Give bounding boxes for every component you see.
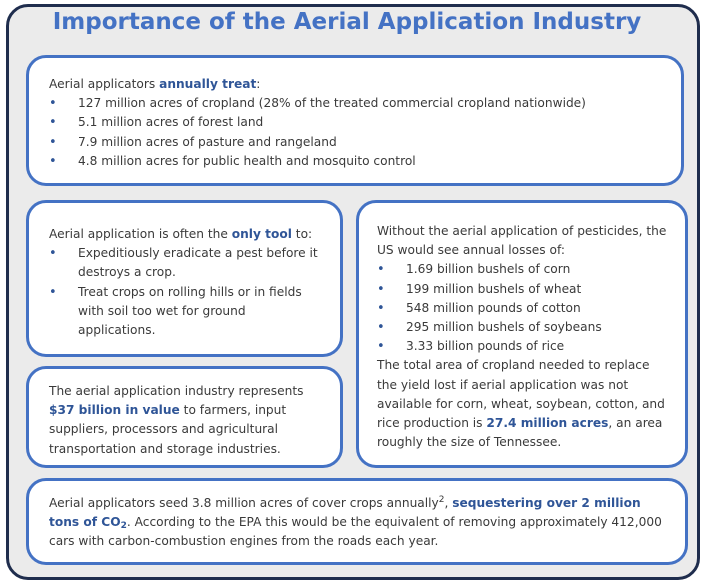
list-item: • Treat crops on rolling hills or in fields with soil too wet for ground applications. [49, 283, 326, 341]
losses-outro: The total area of cropland needed to replace the yield lost if aerial application was not available for corn, wheat, soybean, cotton, and rice production is 27.4 million acres, an area roughly the size of Tennessee. [377, 358, 665, 450]
annual-highlight: annually treat [159, 77, 257, 91]
annual-treatment-card [26, 55, 684, 186]
losses-list [377, 260, 673, 356]
cover-crops-highlight: sequestering over 2 million tons of $CO_2$ [49, 496, 641, 532]
list-item: • 1.69 billion bushels of corn [377, 260, 673, 279]
list-item: • Expeditiously eradicate a pest before it destroys a crop. [49, 244, 326, 282]
only-tool-highlight: only tool [231, 227, 292, 241]
list-item: • 295 million bushels of soybeans [377, 318, 673, 337]
cover-crops-text: Aerial applicators seed 3.8 million acres of cover crops annually$^2$, sequestering over 2 million tons of $CO_2$. According to the EPA this would be the equivalent of removing approximately 412,000 cars with carbon-combustion engines from the roads each year. [49, 495, 662, 549]
list-item: • 127 million acres of cropland (28% of the treated commercial cropland nationwide) [49, 94, 663, 113]
industry-value-highlight: $37 billion in value [49, 403, 180, 418]
industry-value-card [26, 366, 343, 468]
footnote-marker: 2 [438, 495, 445, 505]
list-item: • 5.1 million acres of forest land [49, 113, 663, 132]
only-tool-intro: Aerial application is often the only tool to: [49, 227, 313, 241]
annual-losses-card [356, 200, 688, 468]
only-tool-card [26, 200, 343, 357]
annual-intro: Aerial applicators annually treat: [49, 77, 261, 91]
list-item: • 3.33 billion pounds of rice [377, 337, 673, 356]
cover-crops-card [26, 478, 688, 565]
list-item: • 548 million pounds of cotton [377, 299, 673, 318]
page-title: Importance of the Aerial Application Industry [52, 9, 642, 35]
list-item: • 199 million bushels of wheat [377, 280, 673, 299]
annual-list [49, 94, 663, 171]
industry-value-text: The aerial application industry represents $37 billion in value to farmers, input suppliers, processors and agricultural transportation and storage industries. [49, 384, 304, 456]
losses-intro: Without the aerial application of pesticides, the US would see annual losses of: [377, 224, 667, 258]
losses-highlight: 27.4 million acres [486, 416, 609, 431]
only-tool-list [49, 244, 326, 340]
list-item: • 7.9 million acres of pasture and rangeland [49, 133, 663, 152]
list-item: • 4.8 million acres for public health and mosquito control [49, 152, 663, 171]
